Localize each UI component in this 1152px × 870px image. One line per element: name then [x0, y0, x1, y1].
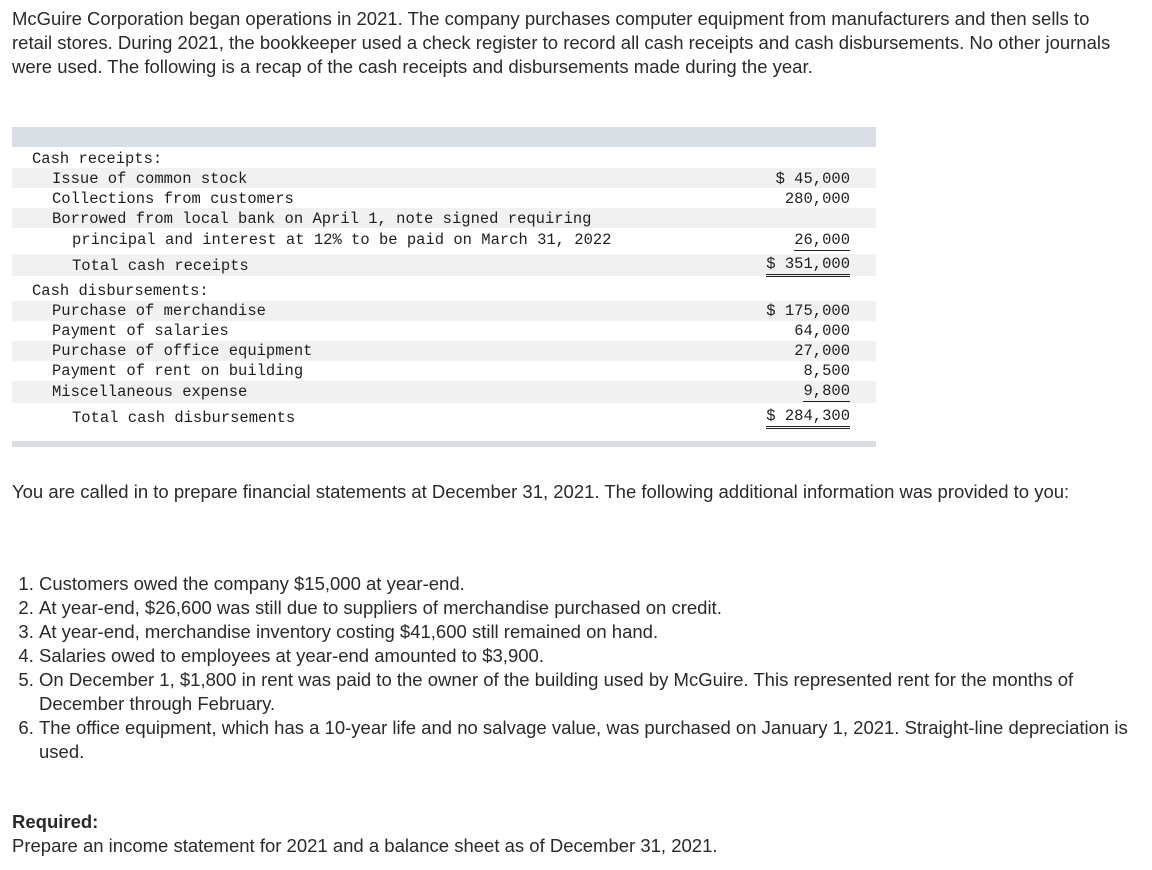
required-text: Prepare an income statement for 2021 and a balance sheet as of December 31, 2021. [12, 835, 718, 856]
receipt-label: Borrowed from local bank on April 1, note signed requiring [52, 210, 592, 228]
receipts-total: $ 351,000 [766, 254, 850, 277]
list-item: 6. The office equipment, which has a 10-year life and no salvage value, was purchased on January 1, 2021. Straight-line depreciation is used. [39, 716, 1149, 764]
disbursements-total: $ 284,300 [766, 406, 850, 429]
intro-paragraph: McGuire Corporation began operations in 2021. The company purchases computer equipment from manufacturers and then sells to retail stores. During 2021, the bookkeeper used a check register to record all cash receipts and cash disbursements. No other journals were used. The following is a recap of the cash receipts and disbursements made during the year. [12, 8, 1111, 77]
list-item: 5. On December 1, $1,800 in rent was paid to the owner of the building used by McGuire. This represented rent for the months of December through February. [39, 668, 1149, 716]
disbursement-amount: $ 175,000 [766, 302, 850, 320]
list-item: 4. Salaries owed to employees at year-end amounted to $3,900. [39, 644, 1149, 668]
disbursement-amount: 64,000 [794, 322, 850, 340]
receipt-label: Issue of common stock [52, 170, 248, 188]
cash-recap-table [12, 127, 876, 447]
info-intro-paragraph: You are called in to prepare financial statements at December 31, 2021. The following additional information was provided to you: [12, 481, 1070, 502]
receipt-label: Collections from customers [52, 190, 294, 208]
list-item: 3. At year-end, merchandise inventory costing $41,600 still remained on hand. [39, 620, 1149, 644]
list-item: 2. At year-end, $26,600 was still due to suppliers of merchandise purchased on credit. [39, 596, 1149, 620]
disbursement-label: Miscellaneous expense [52, 383, 248, 401]
disbursement-amount: 9,800 [803, 382, 850, 400]
table-footer-bar [12, 441, 876, 447]
required-heading: Required: [12, 811, 99, 832]
disbursements-header: Cash disbursements: [32, 282, 209, 300]
additional-info-list [12, 572, 1149, 764]
disbursement-label: Purchase of office equipment [52, 342, 313, 360]
list-item: 1. Customers owed the company $15,000 at year-end. [39, 572, 1149, 596]
receipt-amount: $ 45,000 [775, 170, 850, 188]
table-header-bar [12, 127, 876, 147]
receipt-label: principal and interest at 12% to be paid on March 31, 2022 [72, 231, 612, 249]
disbursement-label: Payment of salaries [52, 322, 229, 340]
disbursement-amount: 8,500 [803, 362, 850, 380]
receipts-total-label: Total cash receipts [72, 257, 249, 275]
disbursement-amount: 27,000 [794, 342, 850, 360]
receipts-header: Cash receipts: [32, 150, 163, 168]
disbursement-label: Payment of rent on building [52, 362, 304, 380]
receipt-amount: 280,000 [784, 190, 850, 208]
receipt-amount: 26,000 [794, 231, 850, 249]
disbursements-total-label: Total cash disbursements [72, 409, 296, 427]
disbursement-label: Purchase of merchandise [52, 302, 266, 320]
